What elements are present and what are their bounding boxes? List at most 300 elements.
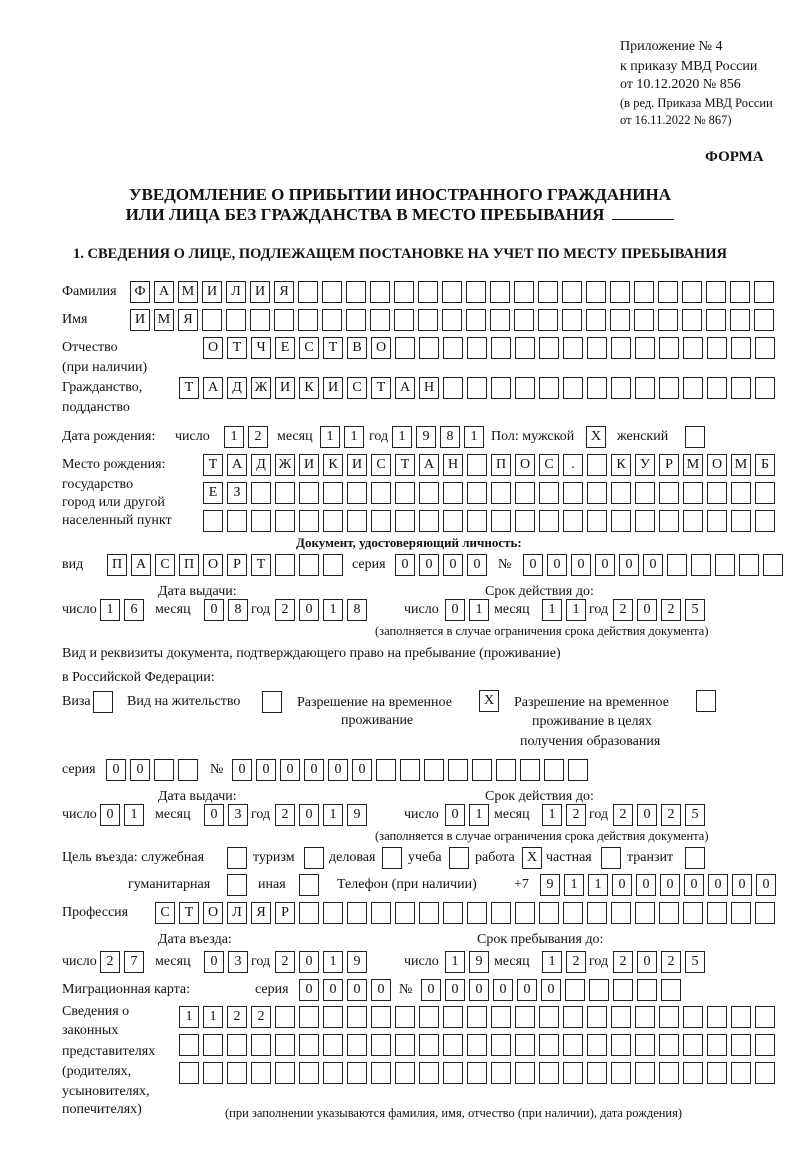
cell[interactable] bbox=[562, 281, 582, 303]
cell[interactable] bbox=[370, 309, 390, 331]
cell[interactable]: X bbox=[586, 426, 606, 448]
right-valid-year-cells[interactable] bbox=[613, 804, 705, 826]
cell[interactable] bbox=[706, 281, 726, 303]
cell[interactable] bbox=[448, 759, 468, 781]
cell[interactable]: А bbox=[203, 377, 223, 399]
entry-year-cells[interactable] bbox=[275, 951, 367, 973]
cell[interactable] bbox=[538, 309, 558, 331]
right-issue-day-cells[interactable] bbox=[100, 804, 144, 826]
cell[interactable]: 3 bbox=[228, 951, 248, 973]
visa-checkbox[interactable] bbox=[93, 691, 113, 713]
cell[interactable] bbox=[251, 1062, 271, 1084]
cell[interactable]: 0 bbox=[323, 979, 343, 1001]
cell[interactable]: 9 bbox=[347, 951, 367, 973]
cell[interactable] bbox=[611, 337, 631, 359]
cell[interactable] bbox=[515, 337, 535, 359]
cell[interactable]: Д bbox=[251, 454, 271, 476]
cell[interactable] bbox=[568, 759, 588, 781]
cell[interactable] bbox=[731, 337, 751, 359]
cell[interactable] bbox=[683, 510, 703, 532]
cell[interactable] bbox=[323, 554, 343, 576]
cell[interactable] bbox=[683, 1034, 703, 1056]
cell[interactable] bbox=[659, 510, 679, 532]
cell[interactable]: 1 bbox=[445, 951, 465, 973]
cell[interactable] bbox=[707, 482, 727, 504]
cell[interactable] bbox=[539, 1062, 559, 1084]
cell[interactable] bbox=[299, 554, 319, 576]
cell[interactable]: 0 bbox=[637, 599, 657, 621]
cell[interactable] bbox=[323, 1062, 343, 1084]
cell[interactable] bbox=[739, 554, 759, 576]
mc-number-cells[interactable] bbox=[421, 979, 681, 1001]
cell[interactable]: Ж bbox=[275, 454, 295, 476]
cell[interactable]: 8 bbox=[228, 599, 248, 621]
cell[interactable] bbox=[683, 377, 703, 399]
cell[interactable] bbox=[262, 691, 282, 713]
cell[interactable] bbox=[563, 337, 583, 359]
cell[interactable]: Б bbox=[755, 454, 775, 476]
cell[interactable] bbox=[706, 309, 726, 331]
cell[interactable]: Д bbox=[227, 377, 247, 399]
rep-row2-cells[interactable] bbox=[179, 1034, 775, 1056]
cell[interactable] bbox=[539, 1034, 559, 1056]
cell[interactable]: 0 bbox=[756, 874, 776, 896]
cell[interactable]: 9 bbox=[469, 951, 489, 973]
mc-series-cells[interactable] bbox=[299, 979, 391, 1001]
cell[interactable]: 0 bbox=[493, 979, 513, 1001]
cell[interactable]: 2 bbox=[251, 1006, 271, 1028]
cell[interactable]: 0 bbox=[571, 554, 591, 576]
cell[interactable] bbox=[443, 337, 463, 359]
cell[interactable]: 0 bbox=[445, 804, 465, 826]
cell[interactable]: 0 bbox=[443, 554, 463, 576]
patronymic-cells[interactable] bbox=[203, 337, 775, 359]
cell[interactable] bbox=[323, 482, 343, 504]
cell[interactable] bbox=[514, 309, 534, 331]
cell[interactable]: 0 bbox=[541, 979, 561, 1001]
cell[interactable]: X bbox=[522, 847, 542, 869]
cell[interactable]: П bbox=[491, 454, 511, 476]
pob-row1-cells[interactable] bbox=[203, 454, 775, 476]
cell[interactable] bbox=[382, 847, 402, 869]
cell[interactable]: 1 bbox=[124, 804, 144, 826]
cell[interactable]: 0 bbox=[595, 554, 615, 576]
residence-checkbox[interactable] bbox=[262, 691, 282, 713]
cell[interactable] bbox=[682, 281, 702, 303]
cell[interactable] bbox=[154, 759, 174, 781]
cell[interactable] bbox=[400, 759, 420, 781]
cell[interactable]: Т bbox=[371, 377, 391, 399]
cell[interactable] bbox=[424, 759, 444, 781]
cell[interactable]: 2 bbox=[566, 804, 586, 826]
cell[interactable]: О bbox=[707, 454, 727, 476]
cell[interactable]: 1 bbox=[323, 804, 343, 826]
cell[interactable] bbox=[442, 281, 462, 303]
purpose-private-checkbox[interactable] bbox=[601, 847, 621, 869]
cell[interactable] bbox=[491, 482, 511, 504]
cell[interactable]: 0 bbox=[304, 759, 324, 781]
cell[interactable]: 0 bbox=[708, 874, 728, 896]
cell[interactable] bbox=[685, 847, 705, 869]
cell[interactable]: 9 bbox=[540, 874, 560, 896]
cell[interactable]: 0 bbox=[395, 554, 415, 576]
cell[interactable] bbox=[251, 482, 271, 504]
cell[interactable]: 1 bbox=[542, 599, 562, 621]
cell[interactable] bbox=[395, 337, 415, 359]
cell[interactable] bbox=[347, 1062, 367, 1084]
cell[interactable] bbox=[659, 1006, 679, 1028]
cell[interactable] bbox=[731, 902, 751, 924]
cell[interactable]: 1 bbox=[469, 599, 489, 621]
cell[interactable] bbox=[299, 1062, 319, 1084]
cell[interactable]: 0 bbox=[371, 979, 391, 1001]
cell[interactable]: 8 bbox=[440, 426, 460, 448]
cell[interactable] bbox=[755, 377, 775, 399]
cell[interactable] bbox=[419, 510, 439, 532]
purpose-other-checkbox[interactable] bbox=[299, 874, 319, 896]
cell[interactable]: 0 bbox=[660, 874, 680, 896]
cell[interactable] bbox=[371, 510, 391, 532]
cell[interactable] bbox=[227, 874, 247, 896]
cell[interactable] bbox=[347, 1034, 367, 1056]
cell[interactable] bbox=[586, 281, 606, 303]
cell[interactable]: 0 bbox=[106, 759, 126, 781]
valid-day-cells[interactable] bbox=[445, 599, 489, 621]
cell[interactable] bbox=[491, 1006, 511, 1028]
cell[interactable] bbox=[563, 510, 583, 532]
cell[interactable]: 2 bbox=[613, 951, 633, 973]
cell[interactable] bbox=[659, 337, 679, 359]
cell[interactable] bbox=[491, 1062, 511, 1084]
cell[interactable] bbox=[298, 281, 318, 303]
cell[interactable]: 2 bbox=[661, 804, 681, 826]
cell[interactable] bbox=[635, 510, 655, 532]
cell[interactable] bbox=[587, 902, 607, 924]
cell[interactable]: 2 bbox=[275, 599, 295, 621]
cell[interactable]: О bbox=[203, 902, 223, 924]
cell[interactable] bbox=[611, 1006, 631, 1028]
cell[interactable] bbox=[93, 691, 113, 713]
cell[interactable]: 1 bbox=[588, 874, 608, 896]
cell[interactable]: К bbox=[299, 377, 319, 399]
cell[interactable] bbox=[299, 902, 319, 924]
cell[interactable]: 0 bbox=[643, 554, 663, 576]
cell[interactable] bbox=[611, 902, 631, 924]
cell[interactable] bbox=[587, 337, 607, 359]
cell[interactable] bbox=[467, 1034, 487, 1056]
cell[interactable]: А bbox=[227, 454, 247, 476]
cell[interactable]: 0 bbox=[732, 874, 752, 896]
phone-cells[interactable] bbox=[540, 874, 776, 896]
cell[interactable]: Е bbox=[203, 482, 223, 504]
cell[interactable]: 6 bbox=[124, 599, 144, 621]
cell[interactable] bbox=[491, 510, 511, 532]
cell[interactable] bbox=[490, 309, 510, 331]
cell[interactable] bbox=[419, 482, 439, 504]
cell[interactable]: 0 bbox=[469, 979, 489, 1001]
cell[interactable]: М bbox=[683, 454, 703, 476]
cell[interactable] bbox=[227, 1062, 247, 1084]
cell[interactable]: Т bbox=[179, 902, 199, 924]
cell[interactable] bbox=[443, 902, 463, 924]
cell[interactable]: 1 bbox=[203, 1006, 223, 1028]
name-cells[interactable] bbox=[130, 309, 774, 331]
right-issue-month-cells[interactable] bbox=[204, 804, 248, 826]
cell[interactable]: 0 bbox=[445, 979, 465, 1001]
cell[interactable] bbox=[449, 847, 469, 869]
entry-month-cells[interactable] bbox=[204, 951, 248, 973]
cell[interactable] bbox=[491, 337, 511, 359]
cell[interactable] bbox=[394, 309, 414, 331]
cell[interactable] bbox=[563, 377, 583, 399]
trp-checkbox[interactable] bbox=[479, 690, 499, 712]
cell[interactable] bbox=[539, 377, 559, 399]
cell[interactable] bbox=[203, 1062, 223, 1084]
valid-year-cells[interactable] bbox=[613, 599, 705, 621]
cell[interactable]: 0 bbox=[299, 599, 319, 621]
cell[interactable]: 0 bbox=[100, 804, 120, 826]
cell[interactable]: С bbox=[347, 377, 367, 399]
cell[interactable] bbox=[443, 1006, 463, 1028]
cell[interactable] bbox=[611, 377, 631, 399]
cell[interactable] bbox=[418, 309, 438, 331]
cell[interactable] bbox=[755, 902, 775, 924]
cell[interactable] bbox=[346, 281, 366, 303]
cell[interactable] bbox=[490, 281, 510, 303]
cell[interactable]: 1 bbox=[566, 599, 586, 621]
cell[interactable]: 0 bbox=[419, 554, 439, 576]
cell[interactable] bbox=[587, 510, 607, 532]
cell[interactable]: . bbox=[563, 454, 583, 476]
cell[interactable] bbox=[275, 510, 295, 532]
cell[interactable] bbox=[635, 1062, 655, 1084]
cell[interactable] bbox=[565, 979, 585, 1001]
cell[interactable] bbox=[731, 377, 751, 399]
cell[interactable] bbox=[707, 377, 727, 399]
cell[interactable]: Ч bbox=[251, 337, 271, 359]
cell[interactable]: С bbox=[371, 454, 391, 476]
cell[interactable]: 0 bbox=[547, 554, 567, 576]
right-issue-year-cells[interactable] bbox=[275, 804, 367, 826]
cell[interactable] bbox=[491, 377, 511, 399]
cell[interactable]: 0 bbox=[619, 554, 639, 576]
cell[interactable] bbox=[539, 482, 559, 504]
cell[interactable] bbox=[611, 1034, 631, 1056]
cell[interactable] bbox=[371, 1062, 391, 1084]
cell[interactable] bbox=[611, 482, 631, 504]
cell[interactable] bbox=[395, 1006, 415, 1028]
cell[interactable]: 3 bbox=[228, 804, 248, 826]
cell[interactable]: 2 bbox=[613, 599, 633, 621]
cell[interactable] bbox=[419, 1062, 439, 1084]
cell[interactable] bbox=[707, 337, 727, 359]
cell[interactable]: Р bbox=[227, 554, 247, 576]
cell[interactable] bbox=[304, 847, 324, 869]
cell[interactable] bbox=[587, 454, 607, 476]
cell[interactable] bbox=[589, 979, 609, 1001]
pob-row3-cells[interactable] bbox=[203, 510, 775, 532]
cell[interactable] bbox=[419, 337, 439, 359]
purpose-tourism-checkbox[interactable] bbox=[304, 847, 324, 869]
cell[interactable] bbox=[418, 281, 438, 303]
cell[interactable]: Н bbox=[419, 377, 439, 399]
cell[interactable]: 8 bbox=[347, 599, 367, 621]
valid-month-cells[interactable] bbox=[542, 599, 586, 621]
cell[interactable] bbox=[755, 1034, 775, 1056]
cell[interactable] bbox=[730, 309, 750, 331]
trpe-checkbox[interactable] bbox=[696, 690, 716, 712]
cell[interactable]: Л bbox=[227, 902, 247, 924]
cell[interactable] bbox=[395, 482, 415, 504]
cell[interactable]: 0 bbox=[445, 599, 465, 621]
cell[interactable] bbox=[376, 759, 396, 781]
cell[interactable] bbox=[323, 1034, 343, 1056]
cell[interactable] bbox=[443, 377, 463, 399]
cell[interactable] bbox=[635, 337, 655, 359]
right-valid-month-cells[interactable] bbox=[542, 804, 586, 826]
stay-day-cells[interactable] bbox=[445, 951, 489, 973]
cell[interactable] bbox=[691, 554, 711, 576]
surname-cells[interactable] bbox=[130, 281, 774, 303]
cell[interactable] bbox=[658, 309, 678, 331]
cell[interactable] bbox=[587, 482, 607, 504]
cell[interactable]: 0 bbox=[637, 804, 657, 826]
purpose-official-checkbox[interactable] bbox=[227, 847, 247, 869]
cell[interactable] bbox=[587, 1062, 607, 1084]
cell[interactable] bbox=[515, 1062, 535, 1084]
cell[interactable]: 0 bbox=[523, 554, 543, 576]
cell[interactable] bbox=[754, 309, 774, 331]
cell[interactable] bbox=[299, 1034, 319, 1056]
citizenship-cells[interactable] bbox=[179, 377, 775, 399]
cell[interactable] bbox=[467, 902, 487, 924]
cell[interactable]: 0 bbox=[636, 874, 656, 896]
cell[interactable]: 0 bbox=[299, 951, 319, 973]
cell[interactable]: 2 bbox=[661, 599, 681, 621]
cell[interactable]: 0 bbox=[299, 804, 319, 826]
cell[interactable] bbox=[634, 309, 654, 331]
cell[interactable] bbox=[635, 1006, 655, 1028]
purpose-transit-checkbox[interactable] bbox=[685, 847, 705, 869]
cell[interactable] bbox=[755, 337, 775, 359]
cell[interactable]: 1 bbox=[224, 426, 244, 448]
cell[interactable] bbox=[610, 309, 630, 331]
right-number-cells[interactable] bbox=[232, 759, 588, 781]
issue-day-cells[interactable] bbox=[100, 599, 144, 621]
cell[interactable]: 0 bbox=[130, 759, 150, 781]
cell[interactable] bbox=[227, 510, 247, 532]
cell[interactable]: 2 bbox=[613, 804, 633, 826]
cell[interactable] bbox=[466, 309, 486, 331]
cell[interactable]: И bbox=[250, 281, 270, 303]
cell[interactable] bbox=[467, 1062, 487, 1084]
cell[interactable] bbox=[299, 874, 319, 896]
cell[interactable] bbox=[251, 510, 271, 532]
cell[interactable] bbox=[467, 1006, 487, 1028]
cell[interactable]: 1 bbox=[100, 599, 120, 621]
cell[interactable] bbox=[715, 554, 735, 576]
cell[interactable] bbox=[731, 1006, 751, 1028]
cell[interactable]: 0 bbox=[256, 759, 276, 781]
doc-series-cells[interactable] bbox=[395, 554, 487, 576]
cell[interactable] bbox=[659, 377, 679, 399]
cell[interactable]: 2 bbox=[275, 951, 295, 973]
cell[interactable] bbox=[347, 510, 367, 532]
cell[interactable] bbox=[299, 1006, 319, 1028]
cell[interactable] bbox=[538, 281, 558, 303]
cell[interactable]: А bbox=[154, 281, 174, 303]
cell[interactable] bbox=[682, 309, 702, 331]
cell[interactable]: О bbox=[515, 454, 535, 476]
cell[interactable] bbox=[467, 337, 487, 359]
dob-day-cells[interactable] bbox=[224, 426, 268, 448]
cell[interactable]: 9 bbox=[347, 804, 367, 826]
cell[interactable] bbox=[659, 1062, 679, 1084]
cell[interactable] bbox=[227, 1034, 247, 1056]
cell[interactable] bbox=[515, 1006, 535, 1028]
cell[interactable]: 1 bbox=[323, 599, 343, 621]
cell[interactable]: 7 bbox=[124, 951, 144, 973]
cell[interactable] bbox=[299, 510, 319, 532]
entry-day-cells[interactable] bbox=[100, 951, 144, 973]
cell[interactable] bbox=[203, 510, 223, 532]
cell[interactable] bbox=[515, 1034, 535, 1056]
cell[interactable] bbox=[611, 1062, 631, 1084]
cell[interactable]: 0 bbox=[637, 951, 657, 973]
cell[interactable] bbox=[610, 281, 630, 303]
cell[interactable] bbox=[274, 309, 294, 331]
cell[interactable] bbox=[539, 1006, 559, 1028]
cell[interactable]: К bbox=[611, 454, 631, 476]
cell[interactable] bbox=[346, 309, 366, 331]
cell[interactable] bbox=[275, 482, 295, 504]
cell[interactable] bbox=[347, 1006, 367, 1028]
cell[interactable]: А bbox=[131, 554, 151, 576]
purpose-work-checkbox[interactable] bbox=[522, 847, 542, 869]
pob-row2-cells[interactable] bbox=[203, 482, 775, 504]
cell[interactable] bbox=[658, 281, 678, 303]
cell[interactable]: 2 bbox=[100, 951, 120, 973]
cell[interactable]: Ж bbox=[251, 377, 271, 399]
cell[interactable] bbox=[707, 510, 727, 532]
cell[interactable]: И bbox=[275, 377, 295, 399]
cell[interactable] bbox=[685, 426, 705, 448]
cell[interactable] bbox=[635, 482, 655, 504]
cell[interactable]: 0 bbox=[328, 759, 348, 781]
cell[interactable] bbox=[347, 482, 367, 504]
cell[interactable]: 0 bbox=[421, 979, 441, 1001]
cell[interactable] bbox=[322, 281, 342, 303]
cell[interactable] bbox=[755, 482, 775, 504]
cell[interactable] bbox=[563, 482, 583, 504]
cell[interactable] bbox=[635, 377, 655, 399]
cell[interactable] bbox=[562, 309, 582, 331]
purpose-study-checkbox[interactable] bbox=[449, 847, 469, 869]
cell[interactable]: 9 bbox=[416, 426, 436, 448]
cell[interactable] bbox=[563, 1006, 583, 1028]
cell[interactable]: 0 bbox=[204, 951, 224, 973]
cell[interactable] bbox=[371, 902, 391, 924]
issue-month-cells[interactable] bbox=[204, 599, 248, 621]
cell[interactable]: 0 bbox=[299, 979, 319, 1001]
cell[interactable] bbox=[299, 482, 319, 504]
cell[interactable] bbox=[419, 902, 439, 924]
cell[interactable]: 5 bbox=[685, 599, 705, 621]
cell[interactable] bbox=[754, 281, 774, 303]
cell[interactable]: 1 bbox=[542, 804, 562, 826]
cell[interactable] bbox=[491, 1034, 511, 1056]
cell[interactable]: Я bbox=[274, 281, 294, 303]
